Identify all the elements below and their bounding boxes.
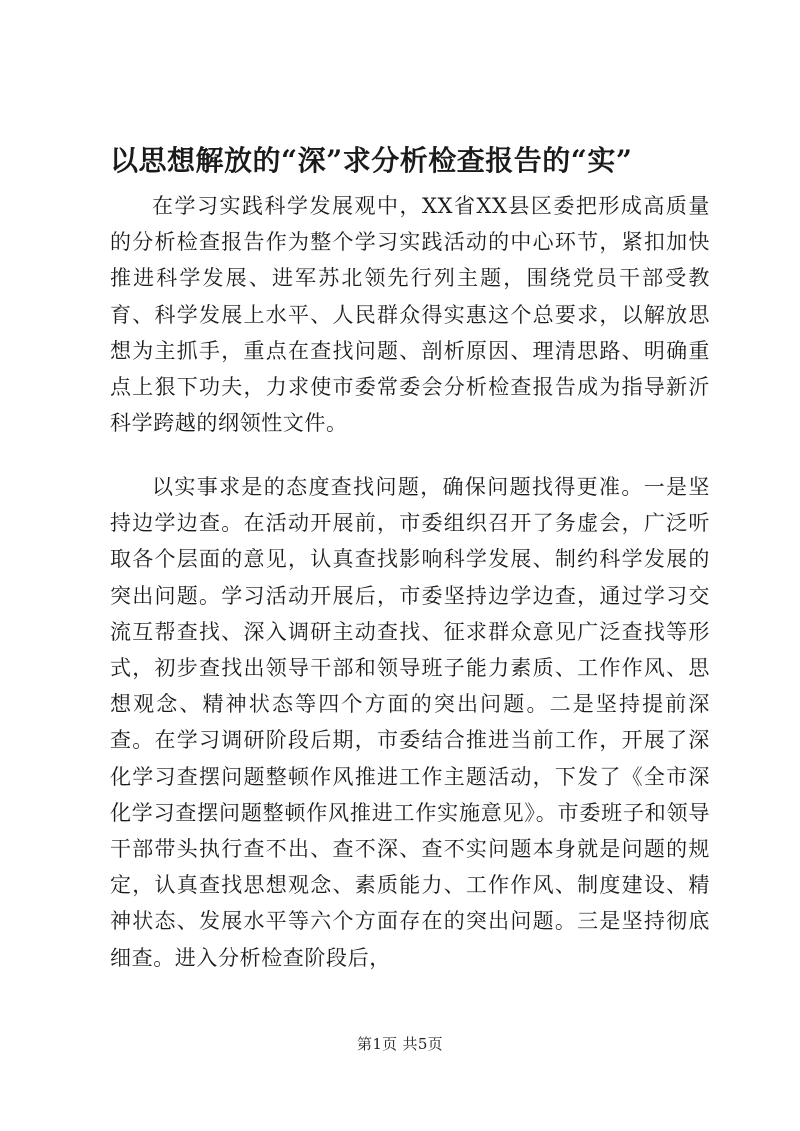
body-paragraph-2: 以实事求是的态度查找问题，确保问题找得更准。一是坚持边学边查。在活动开展前，市委组织召开了务虚会，广泛听取各个层面的意见，认真查找影响科学发展、制约科学发展的突出问题。学习活动开展后，市委坚持边学边查，通过学习交流互帮查找、深入调研主动查找、征求群众意见广泛查找等形式，初步查找出领导干部和领导班子能力素质、工作作风、思想观念、精神状态等四个方面的突出问题。二是坚持提前深查。在学习调研阶段后期，市委结合推进当前工作，开展了深化学习查摆问题整顿作风推进工作主题活动，下发了《全市深化学习查摆问题整顿作风推进工作实施意见》。市委班子和领导干部带头执行查不出、查不深、查不实问题本身就是问题的规定，认真查找思想观念、素质能力、工作作风、制度建设、精神状态、发展水平等六个方面存在的突出问题。三是坚持彻底细查。进入分析检查阶段后， — [110, 475, 710, 970]
document-title: 以思想解放的“深”求分析检查报告的“实” — [110, 144, 633, 177]
body-paragraph-1: 在学习实践科学发展观中，XX省XX县区委把形成高质量的分析检查报告作为整个学习实践活动的中心环节，紧扣加快推进科学发展、进军苏北领先行列主题，围绕党员干部受教育、科学发展上水平、人民群众得实惠这个总要求，以解放思想为主抓手，重点在查找问题、剖析原因、理清思路、明确重点上狠下功夫，力求使市委常委会分析检查报告成为指导新沂科学跨越的纲领性文件。 — [110, 194, 710, 436]
page-footer: 第1页 共5页 — [357, 1035, 443, 1053]
